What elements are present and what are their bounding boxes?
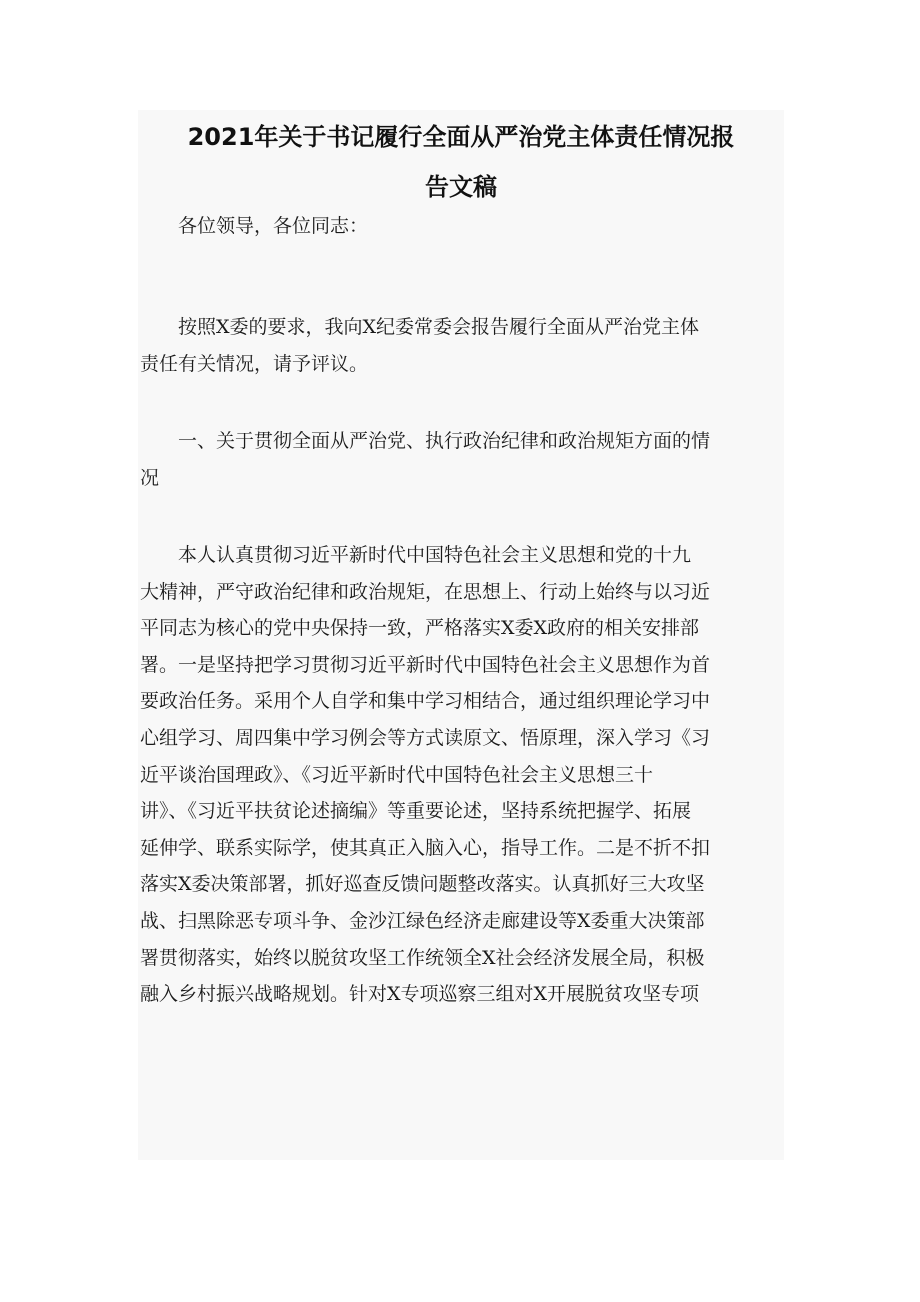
title-line-2: 告文稿 xyxy=(425,173,497,201)
body-line-6: 心组学习、周四集中学习例会等方式读原文、悟原理，深入学习《习 xyxy=(140,726,711,749)
body-line-11: 战、扫黑除恶专项斗争、金沙江绿色经济走廊建设等X委重大决策部 xyxy=(140,909,705,932)
section-1-line-2: 况 xyxy=(140,466,160,489)
body-line-5: 要政治任务。采用个人自学和集中学习相结合，通过组织理论学习中 xyxy=(140,690,711,713)
intro-line-2: 责任有关情况，请予评议。 xyxy=(140,352,369,375)
greeting-paragraph xyxy=(140,208,784,245)
body-line-2: 大精神，严守政治纪律和政治规矩，在思想上、行动上始终与以习近 xyxy=(140,580,711,603)
intro-paragraph xyxy=(140,309,784,382)
body-line-1: 本人认真贯彻习近平新时代中国特色社会主义思想和党的十九 xyxy=(178,544,692,566)
document-title xyxy=(138,112,784,212)
body-line-10: 落实X委决策部署，抓好巡查反馈问题整改落实。认真抓好三大攻坚 xyxy=(140,873,705,896)
greeting-text: 各位领导，各位同志： xyxy=(178,215,369,237)
body-line-8: 讲》、《习近平扶贫论述摘编》等重要论述，坚持系统把握学、拓展 xyxy=(140,800,692,823)
body-line-7: 近平谈治国理政》、《习近平新时代中国特色社会主义思想三十 xyxy=(140,763,654,786)
section-1-heading xyxy=(140,423,784,496)
body-line-13: 融入乡村振兴战略规划。针对X专项巡察三组对X开展脱贫攻坚专项 xyxy=(140,983,700,1006)
body-line-3: 平同志为核心的党中央保持一致，严格落实X委X政府的相关安排部 xyxy=(140,617,700,640)
body-paragraph xyxy=(140,537,784,1013)
intro-line-1: 按照X委的要求，我向X纪委常委会报告履行全面从严治党主体 xyxy=(178,316,700,338)
body-line-4: 署。一是坚持把学习贯彻习近平新时代中国特色社会主义思想作为首 xyxy=(140,653,711,676)
body-line-12: 署贯彻落实，始终以脱贫攻坚工作统领全X社会经济发展全局，积极 xyxy=(140,946,705,969)
body-line-9: 延伸学、联系实际学，使其真正入脑入心，指导工作。二是不折不扣 xyxy=(140,836,711,859)
section-1-line-1: 一、关于贯彻全面从严治党、执行政治纪律和政治规矩方面的情 xyxy=(178,430,711,452)
title-line-1: 2021年关于书记履行全面从严治党主体责任情况报 xyxy=(187,123,735,151)
